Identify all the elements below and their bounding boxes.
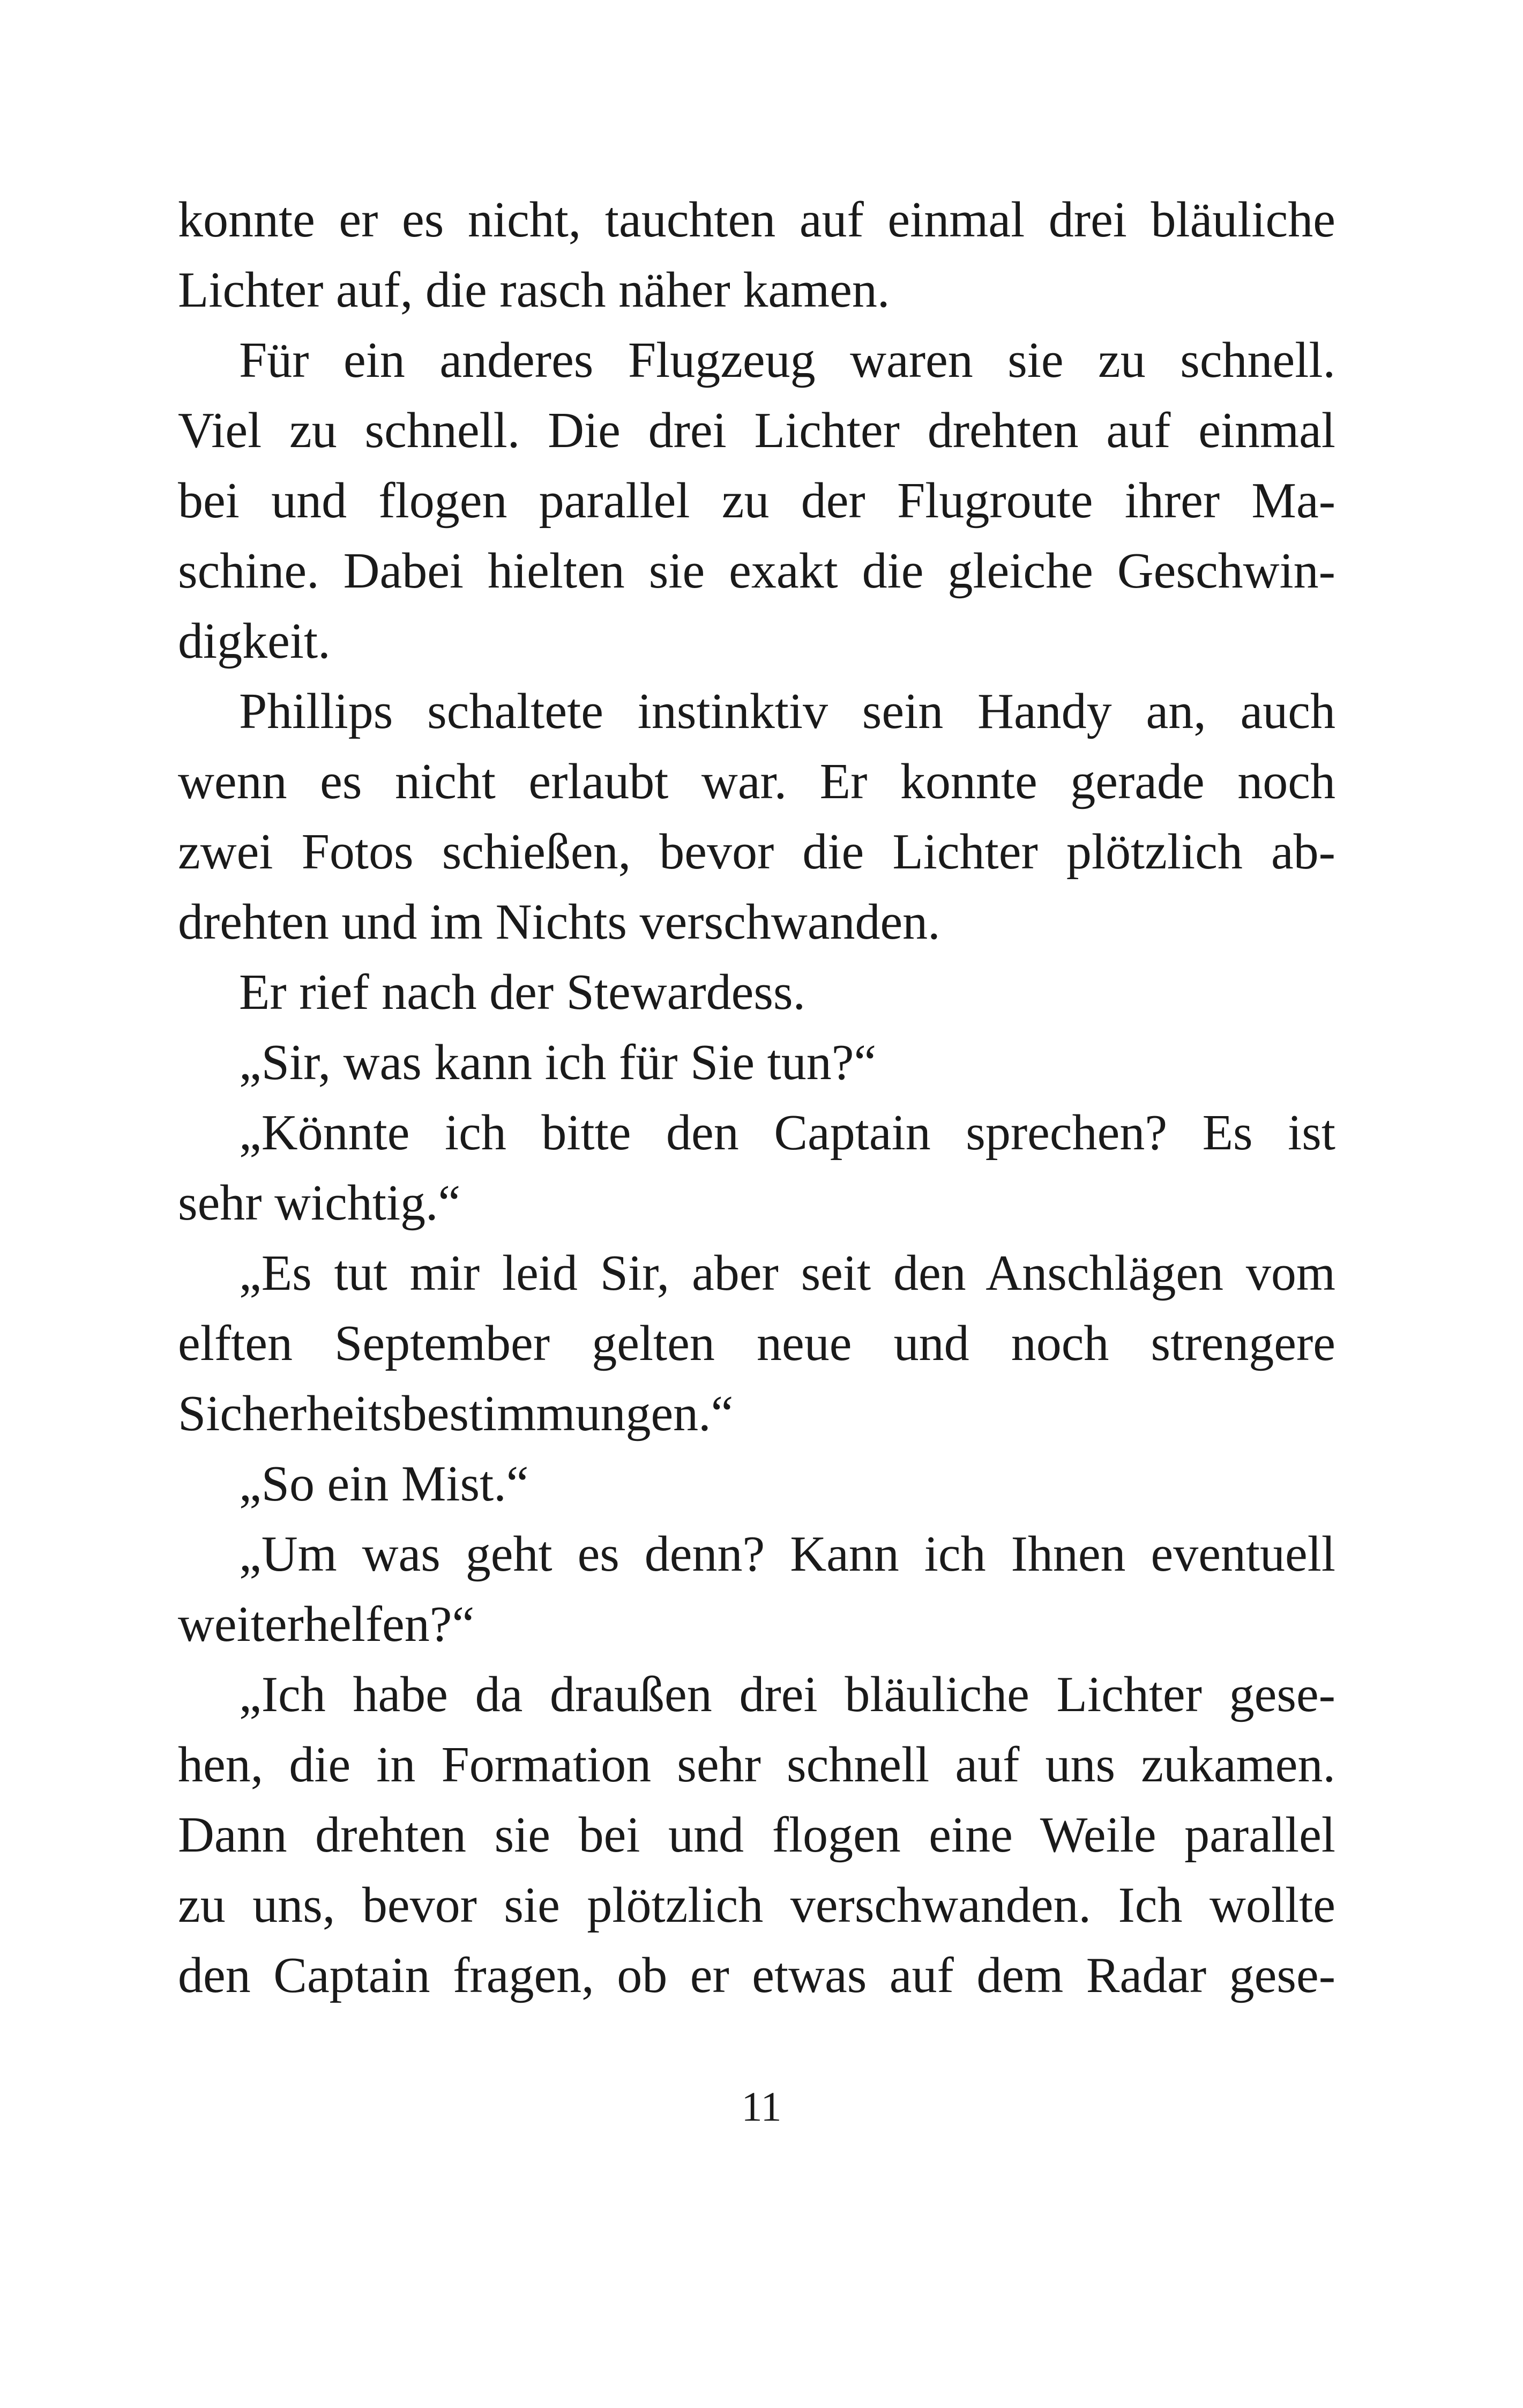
text-line: weiterhelfen?“ [178, 1596, 475, 1652]
text-line: „Sir, was kann ich für Sie tun?“ [239, 1035, 877, 1090]
body-text [178, 185, 1335, 2011]
text-line: Er rief nach der Stewardess. [239, 964, 806, 1020]
text-line: zu uns, bevor sie plötzlich verschwanden. Ich wollte [178, 1877, 1335, 1933]
text-line: Viel zu schnell. Die drei Lichter drehten auf einmal [178, 403, 1335, 458]
text-line: den Captain fragen, ob er etwas auf dem Radar gese- [178, 1948, 1335, 2003]
text-line: Phillips schaltete instinktiv sein Handy an, auch [239, 683, 1335, 739]
text-line: elften September gelten neue und noch strengere [178, 1316, 1335, 1371]
text-line: „So ein Mist.“ [239, 1456, 529, 1512]
text-line: konnte er es nicht, tauchten auf einmal drei bläuliche [178, 192, 1335, 248]
text-line: Lichter auf, die rasch näher kamen. [178, 262, 890, 318]
page-number: 11 [741, 2083, 782, 2130]
text-line: digkeit. [178, 613, 331, 669]
text-line: „Könnte ich bitte den Captain sprechen? Es ist [239, 1105, 1335, 1161]
text-line: wenn es nicht erlaubt war. Er konnte gerade noch [178, 754, 1335, 809]
text-line: schine. Dabei hielten sie exakt die gleiche Geschwin- [178, 543, 1335, 599]
text-line: „Es tut mir leid Sir, aber seit den Anschlägen vom [239, 1245, 1335, 1301]
text-line: Sicherheitsbestimmungen.“ [178, 1386, 734, 1441]
text-line: hen, die in Formation sehr schnell auf uns zukamen. [178, 1737, 1335, 1793]
text-line: bei und flogen parallel zu der Flugroute ihrer Ma- [178, 473, 1335, 529]
text-line: „Ich habe da draußen drei bläuliche Lichter gese- [239, 1667, 1335, 1722]
text-line: sehr wichtig.“ [178, 1175, 461, 1231]
text-line: „Um was geht es denn? Kann ich Ihnen eventuell [239, 1526, 1335, 1582]
text-line: Dann drehten sie bei und flogen eine Weile parallel [178, 1807, 1335, 1863]
text-line: zwei Fotos schießen, bevor die Lichter plötzlich ab- [178, 824, 1335, 880]
text-line: drehten und im Nichts verschwanden. [178, 894, 940, 950]
text-line: Für ein anderes Flugzeug waren sie zu schnell. [239, 332, 1335, 388]
